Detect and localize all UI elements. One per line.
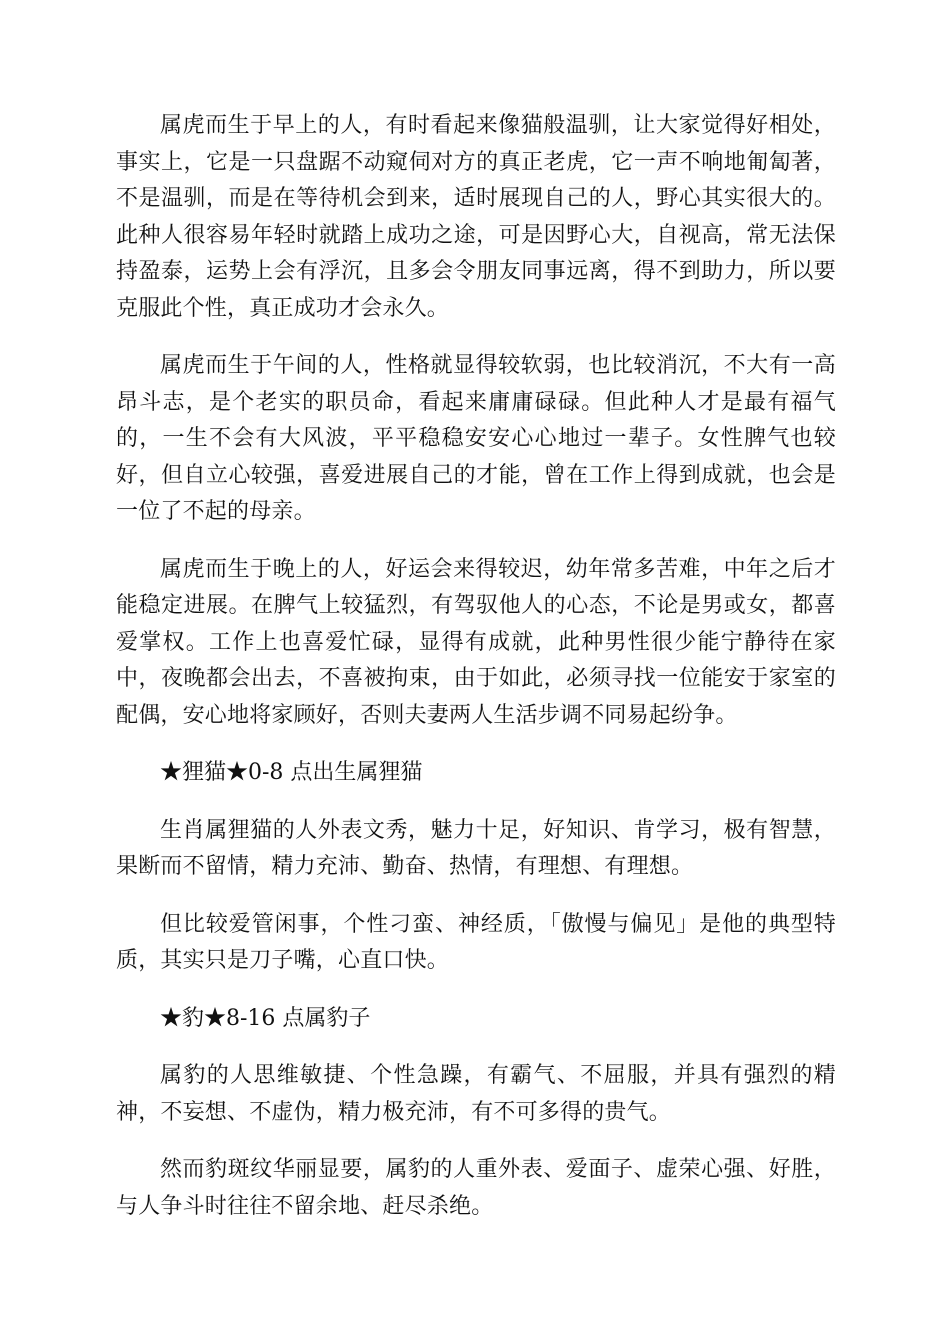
paragraph-tiger-noon: 属虎而生于午间的人，性格就显得较软弱，也比较消沉，不大有一高昂斗志，是个老实的职员命，看起来庸庸碌碌。但此种人才是最有福气的，一生不会有大风波，平平稳稳安安心心地过一辈子。女性脾气也较好，但自立心较强，喜爱进展自己的才能，曾在工作上得到成就，也会是一位了不起的母亲。 bbox=[116, 353, 836, 524]
paragraph-tiger-morning: 属虎而生于早上的人，有时看起来像猫般温驯，让大家觉得好相处，事实上，它是一只盘踞不动窥伺对方的真正老虎，它一声不响地匍匐著，不是温驯，而是在等待机会到来，适时展现自己的人，野心其实很大的。此种人很容易年轻时就踏上成功之途，可是因野心大，自视高，常无法保持盈泰，运势上会有浮沉，且多会令朋友同事远离，得不到助力，所以要克服此个性，真正成功才会永久。 bbox=[116, 113, 836, 321]
paragraph-raccoon-cat-traits: 生肖属狸猫的人外表文秀，魅力十足，好知识、肯学习，极有智慧，果断而不留情，精力充沛、勤奋、热情，有理想、有理想。 bbox=[116, 817, 836, 879]
paragraph-leopard-traits: 属豹的人思维敏捷、个性急躁，有霸气、不屈服，并具有强烈的精神，不妄想、不虚伪，精力极充沛，有不可多得的贵气。 bbox=[116, 1063, 836, 1125]
paragraph-leopard-flaws: 然而豹斑纹华丽显要，属豹的人重外表、爱面子、虚荣心强、好胜，与人争斗时往往不留余地、赶尽杀绝。 bbox=[116, 1157, 836, 1219]
paragraph-tiger-evening: 属虎而生于晚上的人，好运会来得较迟，幼年常多苦难，中年之后才能稳定进展。在脾气上较猛烈，有驾驭他人的心态，不论是男或女，都喜爱掌权。工作上也喜爱忙碌，显得有成就，此种男性很少能宁静待在家中，夜晚都会出去，不喜被拘束，由于如此，必须寻找一位能安于家室的配偶，安心地将家顾好，否则夫妻两人生活步调不同易起纷争。 bbox=[116, 556, 836, 728]
heading-leopard: ★豹★8-16 点属豹子 bbox=[160, 1005, 371, 1031]
paragraph-raccoon-cat-flaws: 但比较爱管闲事，个性刁蛮、神经质，「傲慢与偏见」是他的典型特质，其实只是刀子嘴，心直口快。 bbox=[116, 911, 836, 973]
document-page bbox=[116, 108, 836, 1246]
heading-raccoon-cat: ★狸猫★0-8 点出生属狸猫 bbox=[160, 760, 423, 785]
